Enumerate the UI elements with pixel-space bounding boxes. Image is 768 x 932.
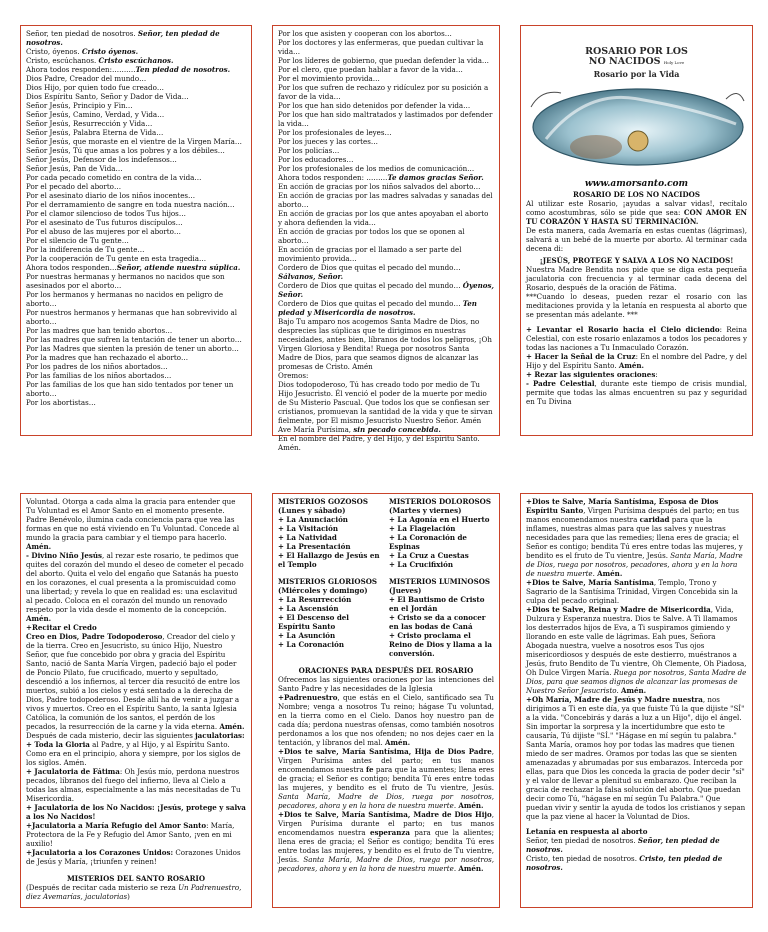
mystery-item: + El Descenso del Espíritu Santo <box>278 613 349 631</box>
litany-panel-2 <box>272 25 500 452</box>
mystery-item: + La Natividad <box>278 533 337 542</box>
litany-line: Por nuestras hermanas y hermanos no nacidos que son asesinados por el aborto… <box>26 272 225 290</box>
litany-line: En acción de gracias por el llamado a ser parte del movimiento provida… <box>278 245 462 263</box>
after-mystery-note: Después de cada misterio, decir las siguientes jaculatorias: <box>26 731 245 740</box>
mystery-item: + La Coronación <box>278 640 344 649</box>
padre-celestial: - Padre Celestial, durante este tiempo de crisis mundial, permite que todas las almas encuentren su paz y seguridad en Tu Divina <box>526 379 747 407</box>
litany-line: Por los jueces y las cortes… <box>278 137 378 146</box>
litany-line: En acción de gracias por las madres salvadas y sanadas del aborto… <box>278 191 493 209</box>
litany-line: Por el asesinato de Tus futuros discípulos… <box>26 218 183 227</box>
litany-line: Señor Jesús, Principio y Fin… <box>26 101 133 110</box>
mystery-days: (Miércoles y domingo) <box>278 586 368 595</box>
cover-subtitle: Rosario por la Vida <box>593 69 680 79</box>
litany-line: Por los que asisten y cooperan con los abortos… <box>278 29 452 38</box>
salve-regina: +Dios te Salve, Reina y Madre de Misericordia, Vida, Dulzura y Esperanza nuestra. Dios te Salve. A Ti llamamos los desterrados hijos de Eva, a Ti suspiramos gimiendo y llorando en este valle de lágrimas. Eah pues, Señora Abogada nuestra, vuelve a nosotros esos Tus ojos misericordiosos y después de este destierro, muéstranos a Jesús, fruto Bendito de Tu vientre, Oh Clemente, Oh Piadosa, Oh Dulce Virgen María. Ruega por nosotros, Santa Madre de Dios, para que seamos dignos de alcanzar las promesas de Nuestro Señor Jesucristo. Amén. <box>526 605 747 695</box>
mystery-item: + El Hallazgo de Jesús en el Templo <box>278 551 380 569</box>
credo-heading: +Recitar el Credo <box>26 623 97 632</box>
mystery-item: + La Ascensión <box>278 604 339 613</box>
litany-line: Por los padres de los niños abortados… <box>26 362 168 371</box>
oh-maria-prayer: +Oh María, Madre de Jesús y Madre nuestra, nos dirigimos a Ti en este día, ya que fuiste Tú la que dijiste "SÍ" a la vida. "Concebirás y darás a luz a un Hijo", dijo el ángel. Sin importar la sorpresa y la incertidumbre que esto te causaría, Tú dijiste "SÍ." "Hágase en mí según tu palabra." Santa María, oramos hoy por todas las madres que tienen miedo de ser madres. Oramos por todas las que se sienten amenazadas y abrumadas por sus embarazos. Interceda por ellas, para que Dios les conceda la gracia de poder decir "sí" y el valor de llevar a plenitud su embarazo. Que reciban la gracia de rechazar la falsa solución del aborto. Que puedan decir como Tú, "hágase en mí según Tu Palabra." Que puedan vivir y sentir la ayuda de todos los cristianos y sepan que la paz viene al hacer la Voluntad de Dios. <box>526 695 746 821</box>
litany-line: Por los que sufren de rechazo y ridículez por su posición a favor de la vida… <box>278 83 489 101</box>
litany-line: Por los que han sido maltratados y lastimados por defender la vida… <box>278 110 493 128</box>
litany-line: Dios todopoderoso, Tú has creado todo por medio de Tu Hijo Jesucristo. Él venció el poder de la muerte por medio de Su Misterio Pascual. Que todos los que se confiesan ser cristianos, promuevan la santidad de la vida y que te sirvan fielmente, por El mismo Jesucristo Nuestro Señor. Amén <box>278 380 493 425</box>
unborn-jaculatory: + Jaculatoria de los No Nacidos: ¡Jesús, protege y salva a los No Nacidos! <box>26 803 246 821</box>
litany-line-2: Cristo, ten piedad de nosotros. Cristo, ten piedad de nosotros. <box>526 854 723 872</box>
litany-line: En acción de gracias por todos los que se oponen al aborto… <box>278 227 465 245</box>
glorious-mysteries <box>278 577 383 658</box>
mystery-item: + La Presentación <box>278 542 351 551</box>
mystery-item: + La Crucifixión <box>389 560 453 569</box>
litany-line: Señor Jesús, Defensor de los indefensos… <box>26 155 177 164</box>
litany-line: Ahora todos responden: ………Te damos gracias Señor. <box>278 173 484 182</box>
litany-line: Por cada pecado cometido en contra de la vida… <box>26 173 202 182</box>
madre-prayer: +Dios te Salve, María Santísima, Madre de Dios Hijo, Virgen Purísima durante el parto; en tus manos encomendamos nuestra esperanza para que la alientes; llena eres de gracia; el Señor es contigo; bendita Tú eres entre todas las mujeres, y bendito es el fruto de Tu vientre, Jesús. Santa María, Madre de Dios, ruega por nosotros, pecadores, ahora y en la hora de nuestra muerte. Amén. <box>278 810 494 873</box>
mystery-item: + La Flagelación <box>389 524 456 533</box>
litany-line: Señor Jesús, Tú que amas a los pobres y a los débiles… <box>26 146 225 155</box>
sorrowful-mysteries <box>389 497 494 569</box>
step-prayers: + Rezar las siguientes oraciones: <box>526 370 658 380</box>
litany-line: Señor Jesús, Camino, Verdad, y Vida… <box>26 110 165 119</box>
mysteries-row-1 <box>278 497 494 569</box>
litany-line: Por la madres que han rechazado el aborto… <box>26 353 189 362</box>
litany-line: Por los hermanos y hermanas no nacidos en peligro de aborto… <box>26 290 224 308</box>
mysteries-note: (Después de recitar cada misterio se reza Un Padrenuestro, diez Avemarías, jaculatorias) <box>26 883 242 901</box>
litany-line: Por las madres que sufren la tentación de tener un aborto… <box>26 335 242 344</box>
litany-line: Bajo Tu amparo nos acogemos Santa Madre de Dios, no desprecies las súplicas que te dirigimos en nuestras necesidades, antes bien, líbranos de todos los peligros, ¡Oh Virgen Gloriosa y Bendita! Ruega por nosotros Santa Madre de Dios, para que seamos dignos de alcanzar las promesas de Cristo. Amén <box>278 317 492 371</box>
maria-jaculatory: +Jaculatoria a María Refugio del Amor Santo: María, Protectora de la Fe y Refugio del Amor Santo, ¡ven en mi auxilio! <box>26 821 235 848</box>
litany-line: Cristo, óyenos. Cristo óyenos. <box>26 47 139 56</box>
litany-line: Por los líderes de gobierno, que puedan defender la vida… <box>278 56 490 65</box>
joyful-mysteries <box>278 497 383 569</box>
litany-line: Por los profesionales de los medios de comunicación… <box>278 164 475 173</box>
mystery-item: + La Cruz a Cuestas <box>389 551 469 560</box>
litany-line: Por los educadores… <box>278 155 354 164</box>
litany-line: Señor Jesús, Pan de Vida… <box>26 164 123 173</box>
litany-line: Por el silencio de Tu gente… <box>26 236 129 245</box>
mysteries-row-2 <box>278 577 494 658</box>
prayers-panel <box>520 493 753 908</box>
litany-line: Cristo, escúchanos. Cristo escúchanos. <box>26 56 174 65</box>
litany-line: Por nuestros hermanos y hermanas que han sobrevivido al aborto… <box>26 308 238 326</box>
credo-panel <box>20 493 252 908</box>
protect-cry: ¡JESÚS, PROTEGE Y SALVA A LOS NO NACIDOS! <box>539 256 734 266</box>
mystery-item: + La Coronación de Espinas <box>389 533 467 551</box>
litany-line: Por el pecado del aborto… <box>26 182 122 191</box>
litany-line: Dios Espíritu Santo, Señor y Dador de Vida… <box>26 92 189 101</box>
mystery-days: (Lunes y sábado) <box>278 506 346 515</box>
litany-line: Señor Jesús, Palabra Eterna de Vida… <box>26 128 164 137</box>
luminous-mysteries <box>389 577 494 658</box>
litany-line: En el nombre del Padre, y del Hijo, y del Espíritu Santo. Amén. <box>278 434 480 452</box>
mystery-item: + La Agonía en el Huerto <box>389 515 490 524</box>
voluntad-paragraph: Voluntad. Otorga a cada alma la gracia para entender que Tu Voluntad es el Amor Santo en el momento presente. Padre Benévolo, ilumina cada conciencia para que vea las formas en que no está viviendo en Tu Voluntad. Concede al mundo la gracia para cambiar y el tiempo para hacerlo. Amén. <box>26 497 240 551</box>
litany-line: Por los doctores y las enfermeras, que puedan cultivar la vida… <box>278 38 484 56</box>
mystery-title: MISTERIOS GLORIOSOS <box>278 577 378 586</box>
litany-line: Por las Madres que sienten la presión de tener un aborto… <box>26 344 239 353</box>
tears-paragraph: De esta manera, cada Avemaría en estas cuentas (lágrimas), salvará a un bebé de la muerte por aborto. Al terminar cada decena di: <box>526 226 747 254</box>
intro-paragraph: Al utilizar este Rosario, ¡ayudas a salvar vidas!, recítalo como acostumbras, sólo se pide que sea: CON AMOR EN TU CORAZÓN Y HASTA SU TERMINACIÓN. <box>526 199 747 227</box>
mystery-title: MISTERIOS GOZOSOS <box>278 497 368 506</box>
esposa-prayer: +Dios te Salve, María Santísima, Esposa de Dios Espíritu Santo, Virgen Purísima después del parto; en tus manos encomendamos nuestra caridad para que la inflames, nuestras almas para que las salves y nuestras necesidades para que las remedies; llena eres de gracia; el Señor es contigo; bendita Tú eres entre todas las mujeres, y bendito es el fruto de Tu vientre, Jesús. Santa María, Madre de Dios, ruega por nosotros, pecadores, ahora y en la hora de nuestra muerte. Amén. <box>526 497 743 578</box>
credo-paragraph: Creo en Dios, Padre Todopoderoso, Creador del cielo y de la tierra. Creo en Jesucristo, su único Hijo, Nuestro Señor, que fue concebido por obra y gracia del Espíritu Santo, nació de Santa María Virgen, padeció bajo el poder de Poncio Pilato, fue crucificado, muerto y sepultado, descendió a los infiernos, al tercer día resucitó de entre los muertos, subió a los cielos y está sentado a la derecha de Dios, Padre todopoderoso. Desde allí ha de venir a juzgar a vivos y muertos. Creo en el Espíritu Santo, la santa Iglesia Católica, la comunión de los santos, el perdón de los pecados, la resurrección de la carne y la vida eterna. Amén. <box>26 632 245 731</box>
litany-line: Oremos: <box>278 371 309 380</box>
cover-title: ROSARIO POR LOS NO NACIDOS Holy Love <box>585 46 688 68</box>
mystery-item: + La Visitación <box>278 524 339 533</box>
after-prayers-heading: ORACIONES PARA DESPUÉS DEL ROSARIO <box>298 666 474 675</box>
step-sign-cross: + Hacer la Señal de la Cruz: En el nombre del Padre, y del Hijo y del Espíritu Santo. Amén. <box>526 352 747 371</box>
litany-line: Señor Jesús, Resurrección y Vida… <box>26 119 153 128</box>
padrenuestro: +Padrenuestro, que estás en el Cielo, santificado sea Tu Nombre; venga a nosotros Tu reino; hágase Tu voluntad, en la tierra como en el Cielo. Danos hoy nuestro pan de cada día; perdona nuestras ofensas, como también nosotros perdonamos a los que nos ofenden; no nos dejes caer en la tentación, y líbranos del mal. Amén. <box>278 693 494 747</box>
step-raise-rosary: + Levantar el Rosario hacia el Cielo diciendo: Reina Celestial, con este rosario enlazamos a todos los pecadores y todas las naciones a Tu Inmaculado Corazón. <box>526 325 747 353</box>
cover-image <box>526 29 747 179</box>
mystery-item: + La Resurrección <box>278 595 352 604</box>
mystery-item: + La Asunción <box>278 631 336 640</box>
litany-line: Por el movimiento provida… <box>278 74 380 83</box>
litany-line: En acción de gracias por los niños salvados del aborto… <box>278 182 481 191</box>
offering-text: Ofrecemos las siguientes oraciones por las intenciones del Santo Padre y las necesidades de la Iglesia <box>278 675 494 693</box>
litany-line: Por el clero, que puedan hablar a favor de la vida… <box>278 65 463 74</box>
litany-line: Señor Jesús, que moraste en el vientre de la Virgen María… <box>26 137 242 146</box>
mysteries-heading: MISTERIOS DEL SANTO ROSARIO <box>66 874 206 883</box>
website-link[interactable]: www.amorsanto.com <box>584 179 689 189</box>
divino-nino-paragraph: - Divino Niño Jesús, al rezar este rosario, te pedimos que quites del corazón del mundo el deseo de cometer el pecado del aborto. Quita el velo del engaño que Satanás ha puesto en los corazones, el cual presenta a la promiscuidad como una libertad; y revela lo que en realidad es: una esclavitud al pecado. Coloca en el corazón del mundo un renovado respeto por la vida desde el momento de la concepción. Amén. <box>26 551 244 623</box>
litany-line-1: Señor, ten piedad de nosotros. Señor, ten piedad de nosotros. <box>526 836 720 854</box>
litany-line: Dios Padre, Creador del mundo… <box>26 74 147 83</box>
litany-heading: Letanía en respuesta al aborto <box>526 827 648 836</box>
litany-line: Cordero de Dios que quitas el pecado del mundo… Sálvanos, Señor. <box>278 263 461 281</box>
mysteries-panel <box>272 493 500 908</box>
fatima-jaculatory: + Jaculatoria de Fátima: Oh Jesús mío, perdona nuestros pecados, líbranos del fuego del infierno, lleva al Cielo a todas las almas, especialmente a las más necesitadas de Tu Misericordia. <box>26 767 241 803</box>
litany-line: Por las familias de los niños abortados… <box>26 371 172 380</box>
litany-line: Señor, ten piedad de nosotros. Señor, ten piedad de nosotros. <box>26 29 220 47</box>
litany-line: Por el derramamiento de sangre en toda nuestra nación… <box>26 200 235 209</box>
rosary-heading: ROSARIO DE LOS NO NACIDOS <box>573 190 700 200</box>
litany-line: Ave María Purísima, sin pecado concebida. <box>278 425 441 434</box>
litany-line: Por el clamor silencioso de todos Tus hijos… <box>26 209 186 218</box>
litany-line: Por la indiferencia de Tu gente… <box>26 245 145 254</box>
litany-line: Cordero de Dios que quitas el pecado del mundo… Ten piedad y Misericordia de nosotros. <box>278 299 477 317</box>
litany-panel-1 <box>20 25 252 436</box>
templo-prayer: +Dios te Salve, María Santísima, Templo, Trono y Sagrario de la Santísima Trinidad, Virgen Concebida sin la culpa del pecado original. <box>526 578 738 605</box>
mystery-item: + La Anunciación <box>278 515 348 524</box>
litany-line: Por el abuso de las mujeres por el aborto… <box>26 227 182 236</box>
meditation-note: ***Cuando lo deseas, pueden rezar el rosario con las meditaciones provida y la letanía en respuesta al aborto que se presentan más adelante. *** <box>526 292 747 320</box>
litany-line: Por la cooperación de Tu gente en esta tragedia… <box>26 254 207 263</box>
litany-line: Por los profesionales de leyes… <box>278 128 392 137</box>
mystery-item: + El Bautismo de Cristo en el Jordán <box>389 595 485 613</box>
litany-line: Por los abortistas… <box>26 398 96 407</box>
litany-line: Por el asesinato diario de los niños inocentes… <box>26 191 196 200</box>
litany-line: Ahora todos responden…Señor, atiende nuestra súplica. <box>26 263 241 272</box>
litany-line: Por los que han sido detenidos por defender la vida… <box>278 101 471 110</box>
litany-line: Por las familias de los que han sido tentados por tener un aborto… <box>26 380 234 398</box>
cover-panel <box>520 25 753 436</box>
mystery-title: MISTERIOS DOLOROSOS <box>389 497 491 506</box>
mystery-item: + Cristo se da a conocer en las bodas de Caná <box>389 613 486 631</box>
mystery-days: (Jueves) <box>389 586 422 595</box>
litany-line: Ahora todos responden:……….Ten piedad de nosotros. <box>26 65 231 74</box>
litany-line: Cordero de Dios que quitas el pecado del mundo… Óyenos, Señor. <box>278 281 494 299</box>
mystery-title: MISTERIOS LUMINOSOS <box>389 577 491 586</box>
gloria-paragraph: + Toda la Gloria al Padre, y al Hijo, y al Espíritu Santo. Como era en el principio, ahora y siempre, por los siglos de los siglos. Amén. <box>26 740 241 767</box>
mystery-days: (Martes y viernes) <box>389 506 462 515</box>
mystery-item: + Cristo proclama el Reino de Dios y llama a la conversión. <box>389 631 492 658</box>
litany-line: Por las madres que han tenido abortos… <box>26 326 173 335</box>
fatima-note: Nuestra Madre Bendita nos pide que se diga esta pequeña jaculatoria con frecuencia y al terminar cada decena del Rosario, después de la oración de Fátima. <box>526 265 747 293</box>
hearts-jaculatory: +Jaculatoria a los Corazones Unidos: Corazones Unidos de Jesús y María, ¡triunfen y reinen! <box>26 848 241 866</box>
litany-line: Dios Hijo, por quien todo fue creado… <box>26 83 164 92</box>
hija-prayer: +Dios te salve, María Santísima, Hija de Dios Padre, Virgen Purísima antes del parto; en tus manos encomendamos nuestra fe para que la aumentes; llena eres de gracia; el Señor es contigo; bendita Tú eres entre todas las mujeres, y bendito es el fruto de Tu vientre, Jesús. Santa María, Madre de Dios, ruega por nosotros, pecadores, ahora y en la hora de nuestra muerte. Amén. <box>278 747 494 810</box>
litany-line: Por los policías… <box>278 146 340 155</box>
litany-line: En acción de gracias por los que antes apoyaban el aborto y ahora defienden la vida… <box>278 209 489 227</box>
